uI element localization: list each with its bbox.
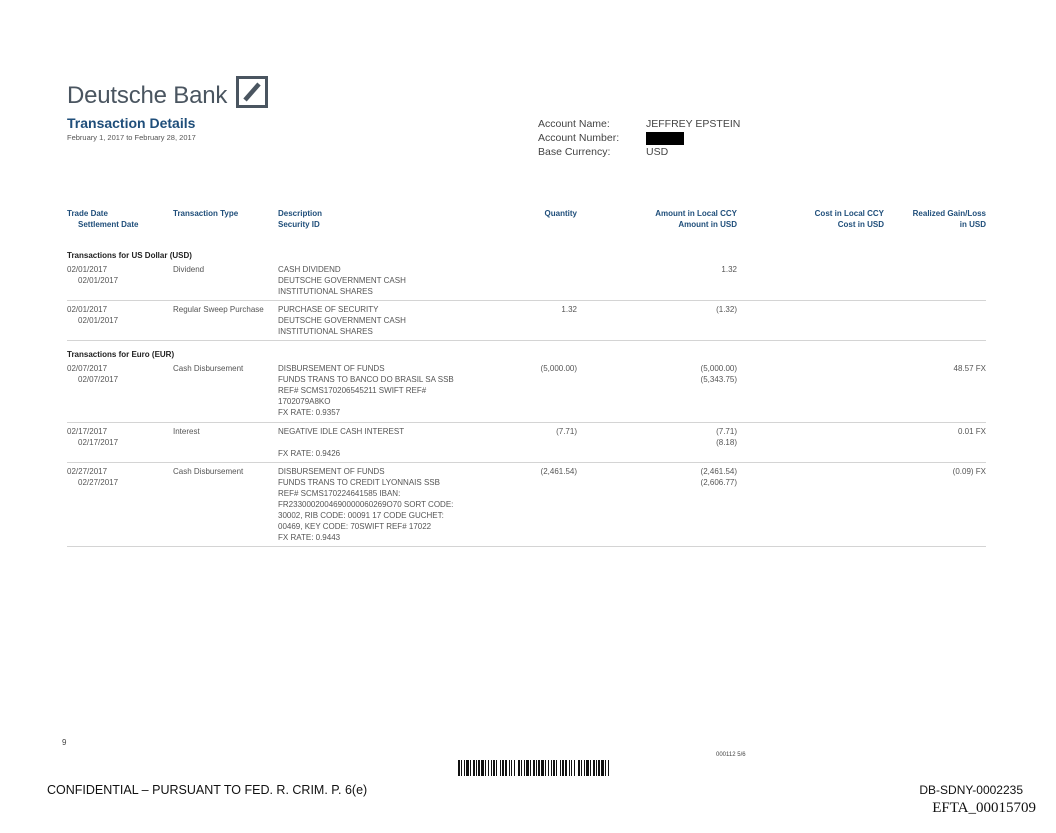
- amount: [600, 426, 737, 448]
- amount-local: (1.32): [716, 305, 737, 314]
- bank-name: Deutsche Bank: [67, 82, 228, 109]
- description-line: REF# SCMS170206545211 SWIFT REF#: [278, 386, 427, 395]
- bates-number: DB-SDNY-0002235: [919, 783, 1023, 797]
- account-number-redaction: [646, 132, 684, 145]
- row-divider: [67, 546, 986, 547]
- description-line: DEUTSCHE GOVERNMENT CASH: [278, 276, 406, 285]
- col-trade-date: Trade Date: [67, 209, 108, 218]
- trade-date: 02/27/2017: [67, 467, 108, 476]
- col-header-description: [278, 208, 322, 230]
- description-line: INSTITUTIONAL SHARES: [278, 287, 373, 296]
- section-title-usd: Transactions for US Dollar (USD): [67, 251, 192, 260]
- transaction-type: Regular Sweep Purchase: [173, 305, 264, 314]
- col-header-dates: [67, 208, 138, 230]
- amount-usd: (8.18): [716, 438, 737, 447]
- description-line: FUNDS TRANS TO CREDIT LYONNAIS SSB: [278, 478, 440, 487]
- barcode-code: 000112 5/6: [716, 752, 746, 758]
- col-cost-local: Cost in Local CCY: [814, 209, 884, 218]
- amount-usd: (5,343.75): [700, 375, 737, 384]
- description-line: 00469, KEY CODE: 70SWIFT REF# 17022: [278, 522, 432, 531]
- description: [278, 264, 406, 297]
- trade-date: 02/01/2017: [67, 305, 108, 314]
- realized-gain-loss: 48.57 FX: [953, 364, 986, 373]
- base-currency-value: USD: [646, 146, 669, 158]
- col-cost-usd: Cost in USD: [837, 220, 884, 229]
- amount: [600, 466, 737, 488]
- account-number-label: Account Number:: [538, 132, 620, 144]
- col-transaction-type: Transaction Type: [173, 209, 239, 218]
- quantity: (5,000.00): [540, 364, 577, 373]
- account-info: [538, 117, 740, 159]
- description-line: FX RATE: 0.9443: [278, 533, 341, 542]
- col-settlement-date: Settlement Date: [78, 220, 139, 229]
- row-divider: [67, 340, 986, 341]
- col-gain-loss-unit: in USD: [959, 220, 986, 229]
- amount-local: (7.71): [716, 427, 737, 436]
- description-line: DISBURSEMENT OF FUNDS: [278, 467, 385, 476]
- amount: [600, 363, 737, 385]
- amount-local: 1.32: [721, 265, 737, 274]
- description-line: FX RATE: 0.9426: [278, 449, 341, 458]
- confidentiality-notice: CONFIDENTIAL – PURSUANT TO FED. R. CRIM. P. 6(e): [47, 783, 368, 797]
- trade-date: 02/07/2017: [67, 364, 108, 373]
- page-title: Transaction Details: [67, 115, 196, 131]
- barcode: [458, 760, 612, 776]
- description-line: INSTITUTIONAL SHARES: [278, 327, 373, 336]
- col-header-amount: [600, 208, 737, 230]
- deutsche-bank-slash-icon: [236, 76, 268, 108]
- description-line: FR2330002004690000060269O70 SORT CODE:: [278, 500, 454, 509]
- description: [278, 304, 406, 337]
- description-line: REF# SCMS170224641585 IBAN:: [278, 489, 401, 498]
- base-currency-label: Base Currency:: [538, 146, 611, 158]
- transaction-type: Cash Disbursement: [173, 467, 244, 476]
- bank-logo: [67, 76, 268, 108]
- description-line: DEUTSCHE GOVERNMENT CASH: [278, 316, 406, 325]
- settlement-date: 02/07/2017: [78, 375, 119, 384]
- quantity: (2,461.54): [540, 467, 577, 476]
- efta-number: EFTA_00015709: [932, 800, 1036, 816]
- account-name-value: JEFFREY EPSTEIN: [646, 118, 741, 130]
- description-line: FUNDS TRANS TO BANCO DO BRASIL SA SSB: [278, 375, 454, 384]
- description-line: 30002, RIB CODE: 00091 17 CODE GUCHET:: [278, 511, 444, 520]
- row-divider: [67, 300, 986, 301]
- amount-local: (5,000.00): [700, 364, 737, 373]
- description-line: NEGATIVE IDLE CASH INTEREST: [278, 427, 405, 436]
- quantity: (7.71): [556, 427, 577, 436]
- row-divider: [67, 422, 986, 423]
- page-number: 9: [62, 738, 67, 747]
- realized-gain-loss: (0.09) FX: [952, 467, 986, 476]
- description-line: CASH DIVIDEND: [278, 265, 341, 274]
- trade-date: 02/17/2017: [67, 427, 108, 436]
- col-description: Description: [278, 209, 323, 218]
- col-amount-usd: Amount in USD: [678, 220, 737, 229]
- quantity: 1.32: [561, 305, 577, 314]
- col-header-gain-loss: [886, 208, 986, 230]
- row-divider: [67, 462, 986, 463]
- statement-period: February 1, 2017 to February 28, 2017: [67, 133, 196, 142]
- transaction-type: Interest: [173, 427, 200, 436]
- amount-usd: (2,606.77): [700, 478, 737, 487]
- description-line: PURCHASE OF SECURITY: [278, 305, 379, 314]
- description-line: FX RATE: 0.9357: [278, 408, 341, 417]
- settlement-date: 02/01/2017: [78, 316, 119, 325]
- transaction-type: Cash Disbursement: [173, 364, 244, 373]
- description-line: [278, 437, 404, 448]
- description: [278, 466, 453, 543]
- col-security-id: Security ID: [278, 220, 320, 229]
- col-header-cost: [770, 208, 884, 230]
- description: [278, 363, 454, 418]
- realized-gain-loss: 0.01 FX: [957, 427, 986, 436]
- col-gain-loss: Realized Gain/Loss: [912, 209, 986, 218]
- transaction-type: Dividend: [173, 265, 205, 274]
- trade-date: 02/01/2017: [67, 265, 108, 274]
- description: [278, 426, 404, 459]
- col-amount-local: Amount in Local CCY: [655, 209, 737, 218]
- settlement-date: 02/27/2017: [78, 478, 119, 487]
- settlement-date: 02/17/2017: [78, 438, 119, 447]
- account-name-label: Account Name:: [538, 118, 610, 130]
- section-title-eur: Transactions for Euro (EUR): [67, 350, 175, 359]
- description-line: 1702079A8KO: [278, 397, 331, 406]
- description-line: DISBURSEMENT OF FUNDS: [278, 364, 385, 373]
- col-quantity: Quantity: [544, 209, 577, 218]
- settlement-date: 02/01/2017: [78, 276, 119, 285]
- amount-local: (2,461.54): [700, 467, 737, 476]
